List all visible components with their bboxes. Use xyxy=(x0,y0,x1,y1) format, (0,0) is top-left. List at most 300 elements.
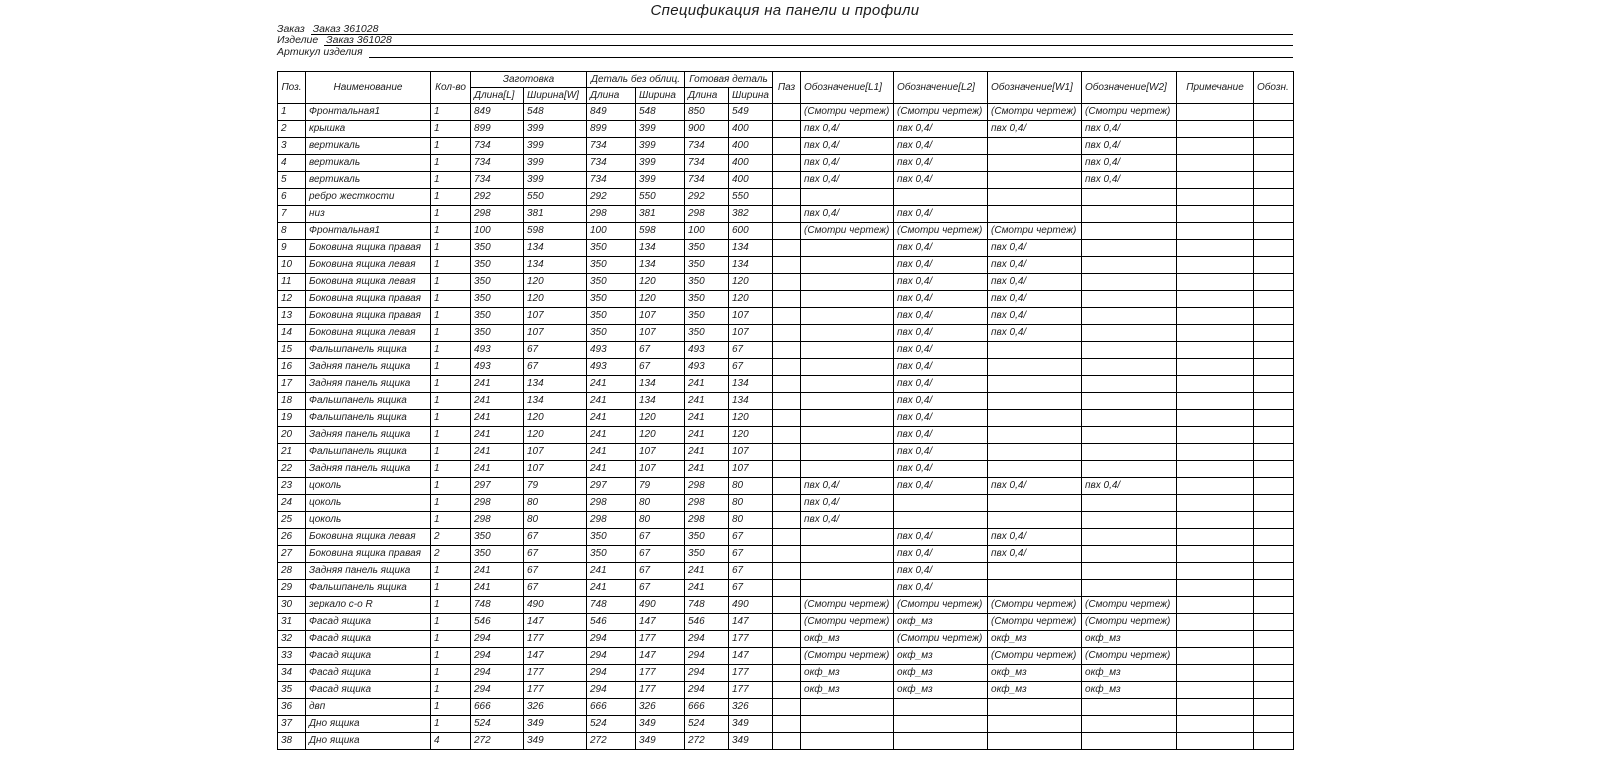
cell-finished-length: 900 xyxy=(685,121,729,138)
cell-finished-width: 400 xyxy=(729,172,773,189)
cell-mark-l2 xyxy=(894,495,988,512)
cell-finished-width: 382 xyxy=(729,206,773,223)
cell-unfaced-width: 399 xyxy=(636,121,685,138)
cell-qty: 1 xyxy=(431,359,471,376)
cell-mark-l2: пвх 0,4/ xyxy=(894,291,988,308)
cell-name: Боковина ящика левая xyxy=(306,274,431,291)
cell-finished-length: 241 xyxy=(685,461,729,478)
cell-mark xyxy=(1254,155,1294,172)
cell-mark-w2: (Смотри чертеж) xyxy=(1082,614,1177,631)
cell-mark xyxy=(1254,206,1294,223)
cell-unfaced-length: 241 xyxy=(587,563,636,580)
col-header-mark-w1: Обозначение[W1] xyxy=(988,72,1082,104)
cell-pos: 20 xyxy=(278,427,306,444)
cell-mark-w2 xyxy=(1082,223,1177,240)
cell-blank-width: 548 xyxy=(524,104,587,121)
cell-note xyxy=(1177,512,1254,529)
cell-note xyxy=(1177,308,1254,325)
cell-mark-w2 xyxy=(1082,410,1177,427)
cell-mark-w1: (Смотри чертеж) xyxy=(988,223,1082,240)
cell-groove xyxy=(773,665,801,682)
table-row xyxy=(278,461,1294,478)
cell-pos: 27 xyxy=(278,546,306,563)
cell-pos: 4 xyxy=(278,155,306,172)
cell-mark xyxy=(1254,223,1294,240)
meta-block xyxy=(277,23,1293,58)
cell-mark-w2: окф_мз xyxy=(1082,665,1177,682)
cell-blank-width: 349 xyxy=(524,733,587,750)
cell-unfaced-width: 80 xyxy=(636,512,685,529)
cell-finished-length: 493 xyxy=(685,342,729,359)
cell-mark-l2 xyxy=(894,512,988,529)
table-row xyxy=(278,104,1294,121)
cell-mark-w1 xyxy=(988,512,1082,529)
cell-groove xyxy=(773,359,801,376)
cell-mark-w1: окф_мз xyxy=(988,631,1082,648)
cell-qty: 1 xyxy=(431,291,471,308)
cell-name: вертикаль xyxy=(306,172,431,189)
table-row xyxy=(278,155,1294,172)
col-header-unfaced-length: Длина xyxy=(587,88,636,104)
cell-note xyxy=(1177,189,1254,206)
cell-mark-l2: пвх 0,4/ xyxy=(894,529,988,546)
cell-name: Боковина ящика левая xyxy=(306,529,431,546)
cell-unfaced-length: 748 xyxy=(587,597,636,614)
table-row xyxy=(278,172,1294,189)
cell-qty: 1 xyxy=(431,444,471,461)
table-row xyxy=(278,648,1294,665)
cell-name: Задняя панель ящика xyxy=(306,461,431,478)
cell-mark-l2: пвх 0,4/ xyxy=(894,342,988,359)
cell-unfaced-length: 734 xyxy=(587,155,636,172)
cell-mark-l1 xyxy=(801,240,894,257)
cell-mark-w1: пвх 0,4/ xyxy=(988,325,1082,342)
cell-finished-length: 241 xyxy=(685,376,729,393)
cell-unfaced-width: 399 xyxy=(636,138,685,155)
cell-groove xyxy=(773,257,801,274)
cell-mark-w1: пвх 0,4/ xyxy=(988,291,1082,308)
col-header-groove: Паз xyxy=(773,72,801,104)
cell-name: Дно ящика xyxy=(306,733,431,750)
cell-mark-l1: пвх 0,4/ xyxy=(801,121,894,138)
cell-unfaced-width: 177 xyxy=(636,665,685,682)
cell-mark-l2: пвх 0,4/ xyxy=(894,478,988,495)
cell-finished-length: 294 xyxy=(685,631,729,648)
cell-groove xyxy=(773,325,801,342)
col-header-pos: Поз. xyxy=(278,72,306,104)
cell-pos: 23 xyxy=(278,478,306,495)
cell-note xyxy=(1177,155,1254,172)
col-header-qty: Кол-во xyxy=(431,72,471,104)
product-label: Изделие xyxy=(277,34,319,46)
cell-finished-length: 350 xyxy=(685,291,729,308)
cell-qty: 1 xyxy=(431,206,471,223)
cell-finished-width: 107 xyxy=(729,325,773,342)
cell-mark-l1 xyxy=(801,189,894,206)
cell-unfaced-length: 666 xyxy=(587,699,636,716)
cell-blank-width: 107 xyxy=(524,308,587,325)
col-header-mark: Обозн. xyxy=(1254,72,1294,104)
cell-note xyxy=(1177,716,1254,733)
cell-note xyxy=(1177,427,1254,444)
cell-blank-length: 241 xyxy=(471,393,524,410)
meta-order-row xyxy=(277,23,1293,35)
cell-unfaced-length: 100 xyxy=(587,223,636,240)
cell-unfaced-length: 298 xyxy=(587,495,636,512)
cell-unfaced-length: 350 xyxy=(587,529,636,546)
cell-blank-width: 120 xyxy=(524,410,587,427)
cell-groove xyxy=(773,223,801,240)
cell-unfaced-length: 350 xyxy=(587,257,636,274)
cell-finished-width: 177 xyxy=(729,631,773,648)
cell-mark-l1 xyxy=(801,444,894,461)
cell-unfaced-length: 241 xyxy=(587,461,636,478)
cell-mark xyxy=(1254,240,1294,257)
cell-blank-length: 298 xyxy=(471,206,524,223)
cell-mark-w1 xyxy=(988,342,1082,359)
cell-pos: 13 xyxy=(278,308,306,325)
cell-blank-length: 350 xyxy=(471,308,524,325)
cell-mark xyxy=(1254,308,1294,325)
cell-mark-l2: пвх 0,4/ xyxy=(894,563,988,580)
cell-mark xyxy=(1254,563,1294,580)
cell-mark-w1: (Смотри чертеж) xyxy=(988,614,1082,631)
cell-mark-l2: пвх 0,4/ xyxy=(894,138,988,155)
cell-mark-w1: (Смотри чертеж) xyxy=(988,648,1082,665)
cell-qty: 1 xyxy=(431,240,471,257)
cell-mark-l2: пвх 0,4/ xyxy=(894,172,988,189)
cell-finished-length: 241 xyxy=(685,444,729,461)
cell-pos: 2 xyxy=(278,121,306,138)
cell-mark-w2: (Смотри чертеж) xyxy=(1082,104,1177,121)
cell-blank-width: 134 xyxy=(524,376,587,393)
table-row xyxy=(278,699,1294,716)
cell-mark-l2: пвх 0,4/ xyxy=(894,206,988,223)
cell-note xyxy=(1177,325,1254,342)
cell-mark-w2 xyxy=(1082,733,1177,750)
cell-qty: 1 xyxy=(431,172,471,189)
cell-finished-width: 67 xyxy=(729,580,773,597)
cell-groove xyxy=(773,597,801,614)
cell-unfaced-length: 241 xyxy=(587,393,636,410)
cell-unfaced-length: 294 xyxy=(587,682,636,699)
table-row xyxy=(278,189,1294,206)
cell-pos: 25 xyxy=(278,512,306,529)
cell-mark-l1: (Смотри чертеж) xyxy=(801,223,894,240)
table-row xyxy=(278,393,1294,410)
cell-unfaced-width: 177 xyxy=(636,682,685,699)
cell-finished-width: 326 xyxy=(729,699,773,716)
cell-blank-width: 79 xyxy=(524,478,587,495)
cell-blank-width: 399 xyxy=(524,172,587,189)
cell-unfaced-length: 294 xyxy=(587,648,636,665)
cell-groove xyxy=(773,733,801,750)
cell-note xyxy=(1177,699,1254,716)
cell-finished-length: 294 xyxy=(685,665,729,682)
cell-unfaced-length: 350 xyxy=(587,291,636,308)
cell-finished-length: 850 xyxy=(685,104,729,121)
cell-mark-w1: пвх 0,4/ xyxy=(988,274,1082,291)
table-row xyxy=(278,597,1294,614)
cell-blank-width: 80 xyxy=(524,512,587,529)
cell-blank-length: 748 xyxy=(471,597,524,614)
cell-mark xyxy=(1254,359,1294,376)
cell-blank-width: 67 xyxy=(524,342,587,359)
table-row xyxy=(278,325,1294,342)
cell-groove xyxy=(773,308,801,325)
cell-mark-l2: пвх 0,4/ xyxy=(894,240,988,257)
cell-mark-w2 xyxy=(1082,342,1177,359)
cell-mark-w2 xyxy=(1082,699,1177,716)
cell-unfaced-width: 548 xyxy=(636,104,685,121)
table-row xyxy=(278,410,1294,427)
cell-unfaced-width: 107 xyxy=(636,308,685,325)
cell-mark xyxy=(1254,546,1294,563)
cell-qty: 1 xyxy=(431,121,471,138)
cell-mark-w1 xyxy=(988,444,1082,461)
cell-mark-w1 xyxy=(988,172,1082,189)
cell-unfaced-width: 120 xyxy=(636,274,685,291)
spec-table-body xyxy=(278,104,1294,750)
cell-mark-l2 xyxy=(894,189,988,206)
cell-qty: 1 xyxy=(431,716,471,733)
cell-name: Задняя панель ящика xyxy=(306,359,431,376)
cell-groove xyxy=(773,138,801,155)
cell-unfaced-length: 350 xyxy=(587,546,636,563)
cell-groove xyxy=(773,682,801,699)
cell-unfaced-length: 546 xyxy=(587,614,636,631)
cell-qty: 4 xyxy=(431,733,471,750)
cell-mark-l1: пвх 0,4/ xyxy=(801,206,894,223)
cell-mark-l2: пвх 0,4/ xyxy=(894,546,988,563)
cell-unfaced-length: 734 xyxy=(587,172,636,189)
cell-groove xyxy=(773,512,801,529)
cell-blank-width: 399 xyxy=(524,155,587,172)
cell-qty: 1 xyxy=(431,325,471,342)
cell-finished-width: 67 xyxy=(729,563,773,580)
cell-finished-width: 600 xyxy=(729,223,773,240)
cell-mark xyxy=(1254,665,1294,682)
cell-mark-l1 xyxy=(801,529,894,546)
cell-blank-length: 294 xyxy=(471,648,524,665)
cell-blank-width: 326 xyxy=(524,699,587,716)
cell-mark-w1 xyxy=(988,563,1082,580)
cell-note xyxy=(1177,376,1254,393)
cell-unfaced-width: 326 xyxy=(636,699,685,716)
cell-note xyxy=(1177,393,1254,410)
cell-unfaced-width: 120 xyxy=(636,410,685,427)
cell-mark-l2: пвх 0,4/ xyxy=(894,325,988,342)
table-row xyxy=(278,665,1294,682)
cell-unfaced-width: 349 xyxy=(636,733,685,750)
cell-mark-w1: пвх 0,4/ xyxy=(988,240,1082,257)
cell-mark-w2 xyxy=(1082,325,1177,342)
cell-blank-length: 350 xyxy=(471,274,524,291)
cell-blank-length: 350 xyxy=(471,546,524,563)
table-row xyxy=(278,359,1294,376)
cell-blank-width: 147 xyxy=(524,648,587,665)
table-row xyxy=(278,495,1294,512)
cell-blank-length: 241 xyxy=(471,444,524,461)
cell-groove xyxy=(773,240,801,257)
cell-mark-l1: (Смотри чертеж) xyxy=(801,614,894,631)
cell-groove xyxy=(773,189,801,206)
cell-name: Дно ящика xyxy=(306,716,431,733)
cell-blank-length: 899 xyxy=(471,121,524,138)
cell-groove xyxy=(773,529,801,546)
table-row xyxy=(278,478,1294,495)
order-value: Заказ 361028 xyxy=(311,23,1293,35)
cell-finished-width: 120 xyxy=(729,427,773,444)
cell-blank-width: 107 xyxy=(524,444,587,461)
cell-blank-width: 80 xyxy=(524,495,587,512)
cell-qty: 1 xyxy=(431,563,471,580)
cell-name: Фасад ящика xyxy=(306,682,431,699)
cell-unfaced-length: 493 xyxy=(587,342,636,359)
cell-mark-w2: (Смотри чертеж) xyxy=(1082,597,1177,614)
cell-mark-l2: пвх 0,4/ xyxy=(894,461,988,478)
cell-unfaced-length: 241 xyxy=(587,410,636,427)
cell-finished-length: 241 xyxy=(685,580,729,597)
table-row xyxy=(278,291,1294,308)
cell-mark-w1 xyxy=(988,376,1082,393)
cell-mark-w1 xyxy=(988,716,1082,733)
cell-blank-length: 350 xyxy=(471,291,524,308)
cell-finished-length: 666 xyxy=(685,699,729,716)
cell-mark-l2: пвх 0,4/ xyxy=(894,444,988,461)
cell-blank-length: 666 xyxy=(471,699,524,716)
cell-blank-width: 107 xyxy=(524,461,587,478)
cell-note xyxy=(1177,597,1254,614)
cell-mark-w1 xyxy=(988,461,1082,478)
cell-mark-l2 xyxy=(894,716,988,733)
cell-unfaced-width: 134 xyxy=(636,393,685,410)
cell-pos: 11 xyxy=(278,274,306,291)
cell-mark-w2: пвх 0,4/ xyxy=(1082,172,1177,189)
col-header-finished-length: Длина xyxy=(685,88,729,104)
cell-mark-l1 xyxy=(801,376,894,393)
order-label: Заказ xyxy=(277,22,305,35)
cell-mark-l2: (Смотри чертеж) xyxy=(894,104,988,121)
cell-finished-width: 120 xyxy=(729,410,773,427)
cell-blank-length: 241 xyxy=(471,461,524,478)
table-row xyxy=(278,529,1294,546)
cell-name: Фронтальная1 xyxy=(306,223,431,240)
cell-blank-width: 134 xyxy=(524,257,587,274)
cell-mark-l1 xyxy=(801,563,894,580)
cell-mark xyxy=(1254,512,1294,529)
cell-pos: 34 xyxy=(278,665,306,682)
cell-mark-w2 xyxy=(1082,376,1177,393)
cell-unfaced-width: 490 xyxy=(636,597,685,614)
meta-article-row xyxy=(277,46,1293,58)
cell-blank-length: 350 xyxy=(471,257,524,274)
cell-pos: 17 xyxy=(278,376,306,393)
cell-mark-l2: пвх 0,4/ xyxy=(894,257,988,274)
cell-finished-width: 134 xyxy=(729,376,773,393)
cell-mark xyxy=(1254,342,1294,359)
col-header-finished-width: Ширина xyxy=(729,88,773,104)
cell-blank-width: 134 xyxy=(524,240,587,257)
meta-product-row xyxy=(277,35,1293,47)
cell-pos: 14 xyxy=(278,325,306,342)
cell-note xyxy=(1177,461,1254,478)
cell-blank-width: 349 xyxy=(524,716,587,733)
cell-groove xyxy=(773,427,801,444)
cell-mark xyxy=(1254,172,1294,189)
cell-mark xyxy=(1254,614,1294,631)
cell-finished-width: 400 xyxy=(729,121,773,138)
cell-blank-length: 294 xyxy=(471,665,524,682)
cell-mark xyxy=(1254,648,1294,665)
cell-mark xyxy=(1254,682,1294,699)
cell-finished-width: 67 xyxy=(729,342,773,359)
cell-mark-l1: (Смотри чертеж) xyxy=(801,648,894,665)
cell-pos: 1 xyxy=(278,104,306,121)
col-header-blank-length: Длина[L] xyxy=(471,88,524,104)
cell-mark-w1 xyxy=(988,189,1082,206)
cell-groove xyxy=(773,342,801,359)
cell-qty: 1 xyxy=(431,478,471,495)
col-header-unfaced-width: Ширина xyxy=(636,88,685,104)
article-value xyxy=(369,46,1293,58)
cell-unfaced-width: 598 xyxy=(636,223,685,240)
cell-note xyxy=(1177,495,1254,512)
cell-pos: 8 xyxy=(278,223,306,240)
cell-name: двп xyxy=(306,699,431,716)
cell-blank-length: 849 xyxy=(471,104,524,121)
cell-groove xyxy=(773,495,801,512)
cell-mark-w2 xyxy=(1082,580,1177,597)
cell-mark-l2: пвх 0,4/ xyxy=(894,410,988,427)
cell-pos: 37 xyxy=(278,716,306,733)
cell-unfaced-width: 107 xyxy=(636,444,685,461)
cell-name: Боковина ящика левая xyxy=(306,257,431,274)
cell-finished-width: 80 xyxy=(729,512,773,529)
cell-groove xyxy=(773,410,801,427)
cell-mark-l1: пвх 0,4/ xyxy=(801,172,894,189)
cell-unfaced-length: 298 xyxy=(587,512,636,529)
cell-unfaced-length: 350 xyxy=(587,240,636,257)
cell-unfaced-width: 79 xyxy=(636,478,685,495)
cell-note xyxy=(1177,240,1254,257)
cell-mark xyxy=(1254,257,1294,274)
cell-note xyxy=(1177,410,1254,427)
cell-note xyxy=(1177,648,1254,665)
page-title: Спецификация на панели и профили xyxy=(650,2,920,19)
cell-finished-width: 107 xyxy=(729,308,773,325)
cell-qty: 1 xyxy=(431,512,471,529)
cell-finished-length: 493 xyxy=(685,359,729,376)
cell-mark-w2 xyxy=(1082,512,1177,529)
cell-blank-width: 147 xyxy=(524,614,587,631)
cell-unfaced-width: 134 xyxy=(636,257,685,274)
cell-unfaced-width: 381 xyxy=(636,206,685,223)
cell-unfaced-width: 80 xyxy=(636,495,685,512)
cell-mark xyxy=(1254,478,1294,495)
cell-pos: 21 xyxy=(278,444,306,461)
cell-finished-width: 177 xyxy=(729,665,773,682)
cell-blank-length: 294 xyxy=(471,631,524,648)
cell-mark-l2: пвх 0,4/ xyxy=(894,393,988,410)
cell-unfaced-length: 272 xyxy=(587,733,636,750)
cell-unfaced-width: 399 xyxy=(636,155,685,172)
col-header-mark-l1: Обозначение[L1] xyxy=(801,72,894,104)
cell-mark-w2 xyxy=(1082,461,1177,478)
cell-mark-w2 xyxy=(1082,189,1177,206)
cell-groove xyxy=(773,614,801,631)
cell-groove xyxy=(773,444,801,461)
